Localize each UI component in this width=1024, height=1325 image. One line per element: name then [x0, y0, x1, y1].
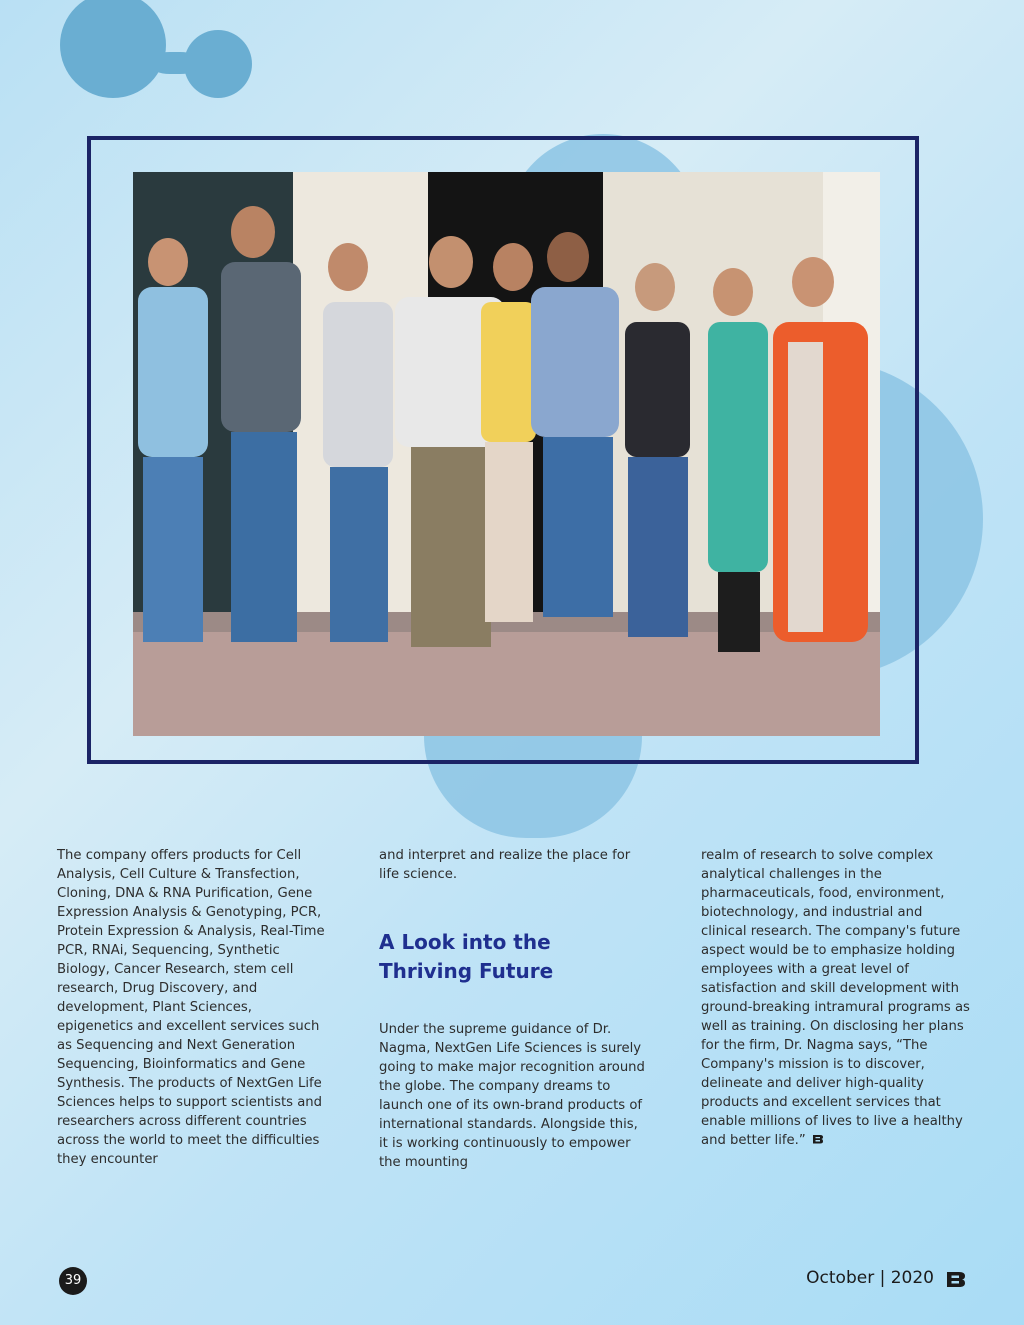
article-paragraph: and interpret and realize the place for life science.: [379, 848, 631, 882]
decorative-blob-bridge: [150, 52, 200, 74]
article-paragraph: [701, 846, 971, 1150]
article-paragraph-text: realm of research to solve complex analytical challenges in the pharmaceuticals, food, environment, biotechnology, and industrial and clinical research. The company's future aspect would be to emphasize holding employees with a great level of satisfaction and skill development with ground-breaking intramural programs as well as training. On disclosing her plans for the firm, Dr. Nagma says, “The Company's mission is to discover, delineate and deliver high-quality products and excellent services that enable millions of lives to live a healthy and better life.”: [701, 848, 970, 1148]
page-number: 39: [59, 1267, 87, 1295]
decorative-blob-large: [60, 0, 166, 98]
end-mark-icon: [812, 1134, 824, 1144]
article-paragraph: Under the supreme guidance of Dr. Nagma, NextGen Life Sciences is surely going to make major recognition around the globe. The company dreams to launch one of its own-brand products of international standards. Alongside this, it is working continuously to empower the mounting: [379, 1022, 645, 1170]
article-column-1: [57, 846, 327, 1169]
article-column-2: [379, 846, 649, 1172]
article-paragraph: The company offers products for Cell Analysis, Cell Culture & Transfection, Cloning, DNA & RNA Purification, Gene Expression Analysis & Genotyping, PCR, Protein Expression & Analysis, Real-Time PCR, RNAi, Sequencing, Synthetic Biology, Cancer Research, stem cell research, Drug Discovery, and development, Plant Sciences, epigenetics and excellent services such as Sequencing and Next Generation Sequencing, Bioinformatics and Gene Synthesis. The products of NextGen Life Sciences helps to support scientists and researchers across different countries across the world to meet the difficulties they encounter: [57, 848, 325, 1167]
article-column-3: [701, 846, 971, 1150]
brand-logo-icon: [946, 1271, 966, 1288]
issue-date: October | 2020: [806, 1268, 934, 1288]
team-photo: [133, 172, 880, 736]
section-heading: A Look into the Thriving Future: [379, 930, 554, 983]
